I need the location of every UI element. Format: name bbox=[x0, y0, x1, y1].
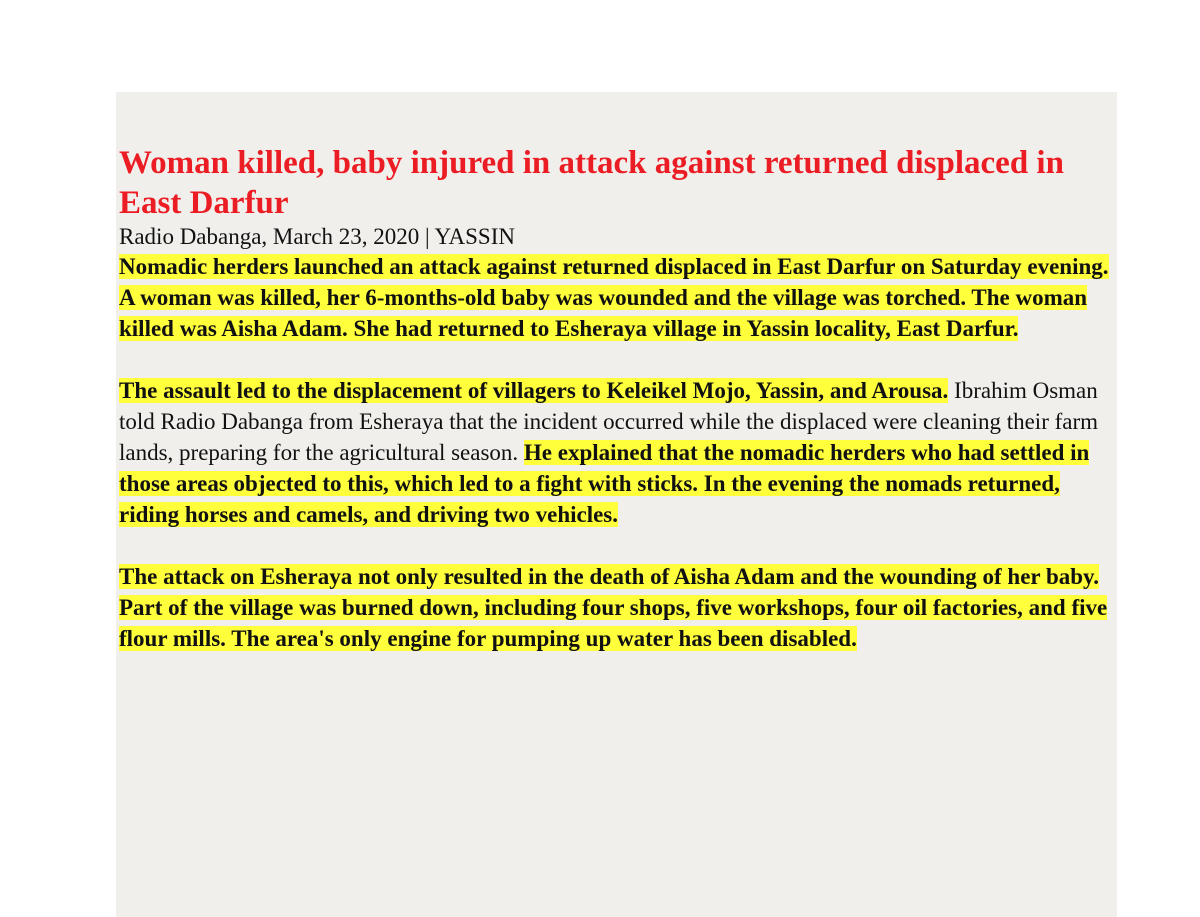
highlighted-text: The assault led to the displacement of villagers to Keleikel Mojo, Yassin, and Arousa. bbox=[119, 378, 949, 403]
highlighted-text: He explained that the nomadic herders who had settled in those areas objected to this, which led to a fight with sticks. In the evening the nomads returned, riding horses and camels, and driving two vehicles. bbox=[119, 440, 1090, 527]
plain-text: Ibrahim Osman told Radio Dabanga from Esheraya that the incident occurred while the displaced were cleaning their farm lands, preparing for the agricultural season. bbox=[119, 378, 1099, 465]
article-byline: Radio Dabanga, March 23, 2020 | YASSIN bbox=[119, 224, 515, 249]
article-headline: Woman killed, baby injured in attack against returned displaced in East Darfur bbox=[119, 145, 1064, 221]
highlighted-text: The attack on Esheraya not only resulted in the death of Aisha Adam and the wounding of her baby. Part of the village was burned down, including four shops, five workshops, four oil factories, and five flour mills. The area's only engine for pumping up water has been disabled. bbox=[119, 564, 1108, 651]
paragraph-2 bbox=[119, 375, 1119, 530]
paragraph-3 bbox=[119, 561, 1119, 654]
highlighted-text: Nomadic herders launched an attack against returned displaced in East Darfur on Saturday evening. A woman was killed, her 6-months-old baby was wounded and the village was torched. The woman killed was Aisha Adam. She had returned to Esheraya village in Yassin locality, East Darfur. bbox=[119, 254, 1109, 341]
paragraph-1 bbox=[119, 251, 1119, 344]
article bbox=[119, 143, 1119, 685]
